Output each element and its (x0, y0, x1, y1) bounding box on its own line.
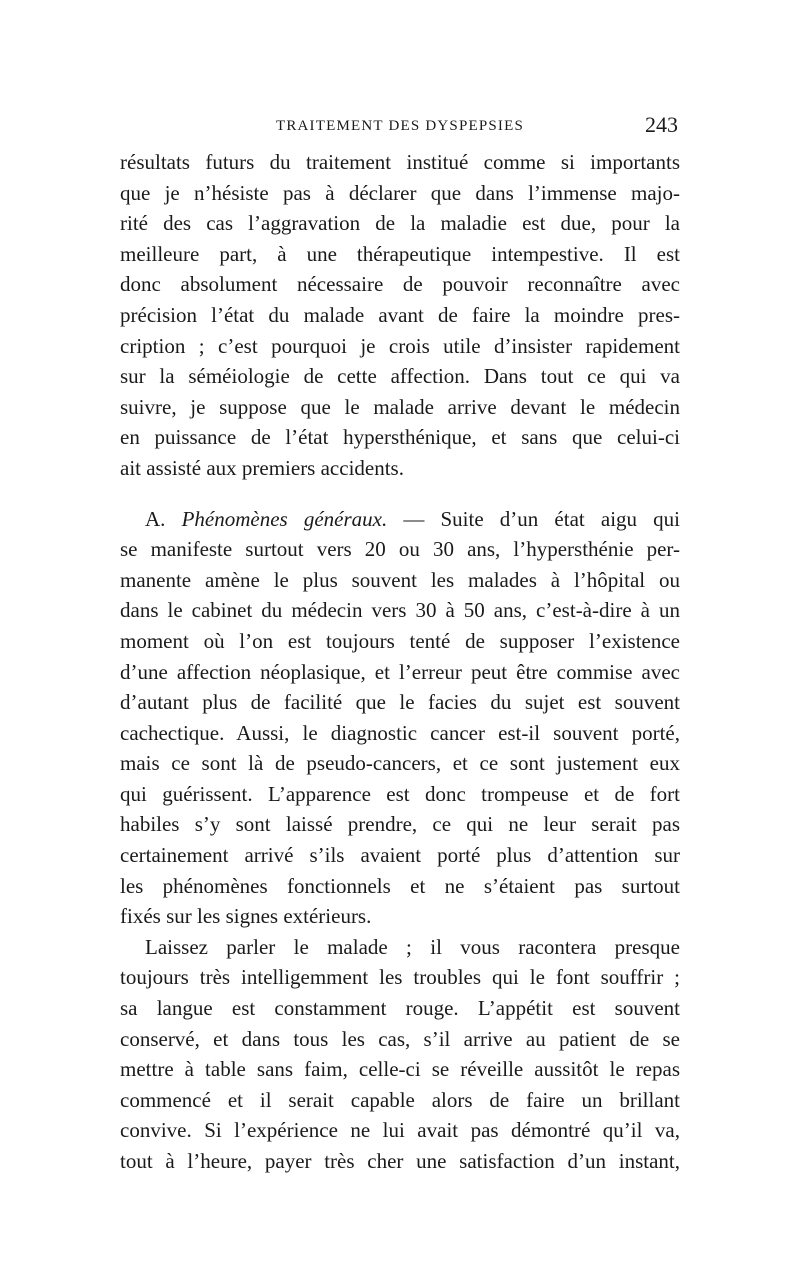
text-line: qui guérissent. L’apparence est donc trompeuse et de fort (120, 781, 680, 806)
text-line: se manifeste surtout vers 20 ou 30 ans, l’hypersthénie per- (120, 537, 680, 562)
text-line: précision l’état du malade avant de faire la moindre pres- (120, 302, 680, 327)
text-line: d’une affection néoplasique, et l’erreur peut être commise avec (120, 659, 680, 684)
text-line: moment où l’on est toujours tenté de supposer l’existence (120, 628, 680, 653)
page-number: 243 (645, 112, 678, 137)
paragraph-spacer (120, 484, 680, 504)
text-line: les phénomènes fonctionnels et ne s’étaient pas surtout (120, 873, 680, 898)
section-heading: Phénomènes généraux. (181, 506, 388, 531)
text-line: certainement arrivé s’ils avaient porté plus d’attention sur (120, 843, 680, 868)
text-line: habiles s’y sont laissé prendre, ce qui ne leur serait pas (120, 812, 680, 837)
paragraph-1 (120, 147, 680, 484)
text-line: cription ; c’est pourquoi je crois utile d’insister rapidement (120, 333, 680, 358)
text-line: commencé et il serait capable alors de faire un brillant (120, 1087, 680, 1112)
text-line: dans le cabinet du médecin vers 30 à 50 ans, c’est-à-dire à un (120, 598, 680, 623)
text-line: fixés sur les signes extérieurs. (120, 904, 372, 929)
text-line: Laissez parler le malade ; il vous racontera presque (145, 934, 680, 959)
text-line: ait assisté aux premiers accidents. (120, 455, 404, 480)
text-line: mettre à table sans faim, celle-ci se réveille aussitôt le repas (120, 1057, 680, 1082)
text-line: sur la séméiologie de cette affection. Dans tout ce qui va (120, 364, 680, 389)
text-line: donc absolument nécessaire de pouvoir reconnaître avec (120, 272, 680, 297)
text-line: meilleure part, à une thérapeutique intempestive. Il est (120, 241, 680, 266)
text-line: suivre, je suppose que le malade arrive devant le médecin (120, 394, 680, 419)
text-line: en puissance de l’état hypersthénique, et sans que celui-ci (120, 425, 680, 450)
running-head (120, 112, 680, 142)
text-line: sa langue est constamment rouge. L’appétit est souvent (120, 996, 680, 1021)
text-fragment: — Suite d’un état aigu qui (403, 506, 681, 531)
text-line: tout à l’heure, payer très cher une satisfaction d’un instant, (120, 1149, 680, 1173)
text-line: manente amène le plus souvent les malades à l’hôpital ou (120, 567, 680, 592)
text-line: résultats futurs du traitement institué comme si importants (120, 150, 680, 174)
section-label: A. (145, 506, 166, 531)
text-line: conservé, et dans tous les cas, s’il arrive au patient de se (120, 1026, 680, 1051)
text-line: convive. Si l’expérience ne lui avait pas démontré qu’il va, (120, 1118, 680, 1143)
text-line: toujours très intelligemment les troubles qui le font souffrir ; (120, 965, 680, 990)
running-title: TRAITEMENT DES DYSPEPSIES (275, 118, 525, 134)
text-line: mais ce sont là de pseudo-cancers, et ce sont justement eux (120, 751, 680, 776)
paragraph-3 (120, 932, 680, 1177)
text-line: d’autant plus de facilité que le facies du sujet est souvent (120, 690, 680, 715)
body-text (120, 147, 680, 1177)
section-heading-line (120, 504, 680, 535)
text-line: cachectique. Aussi, le diagnostic cancer est-il souvent porté, (120, 720, 680, 745)
text-line: que je n’hésiste pas à déclarer que dans l’immense majo- (120, 180, 680, 205)
paragraph-2 (120, 504, 680, 932)
text-line: rité des cas l’aggravation de la maladie est due, pour la (120, 211, 680, 236)
